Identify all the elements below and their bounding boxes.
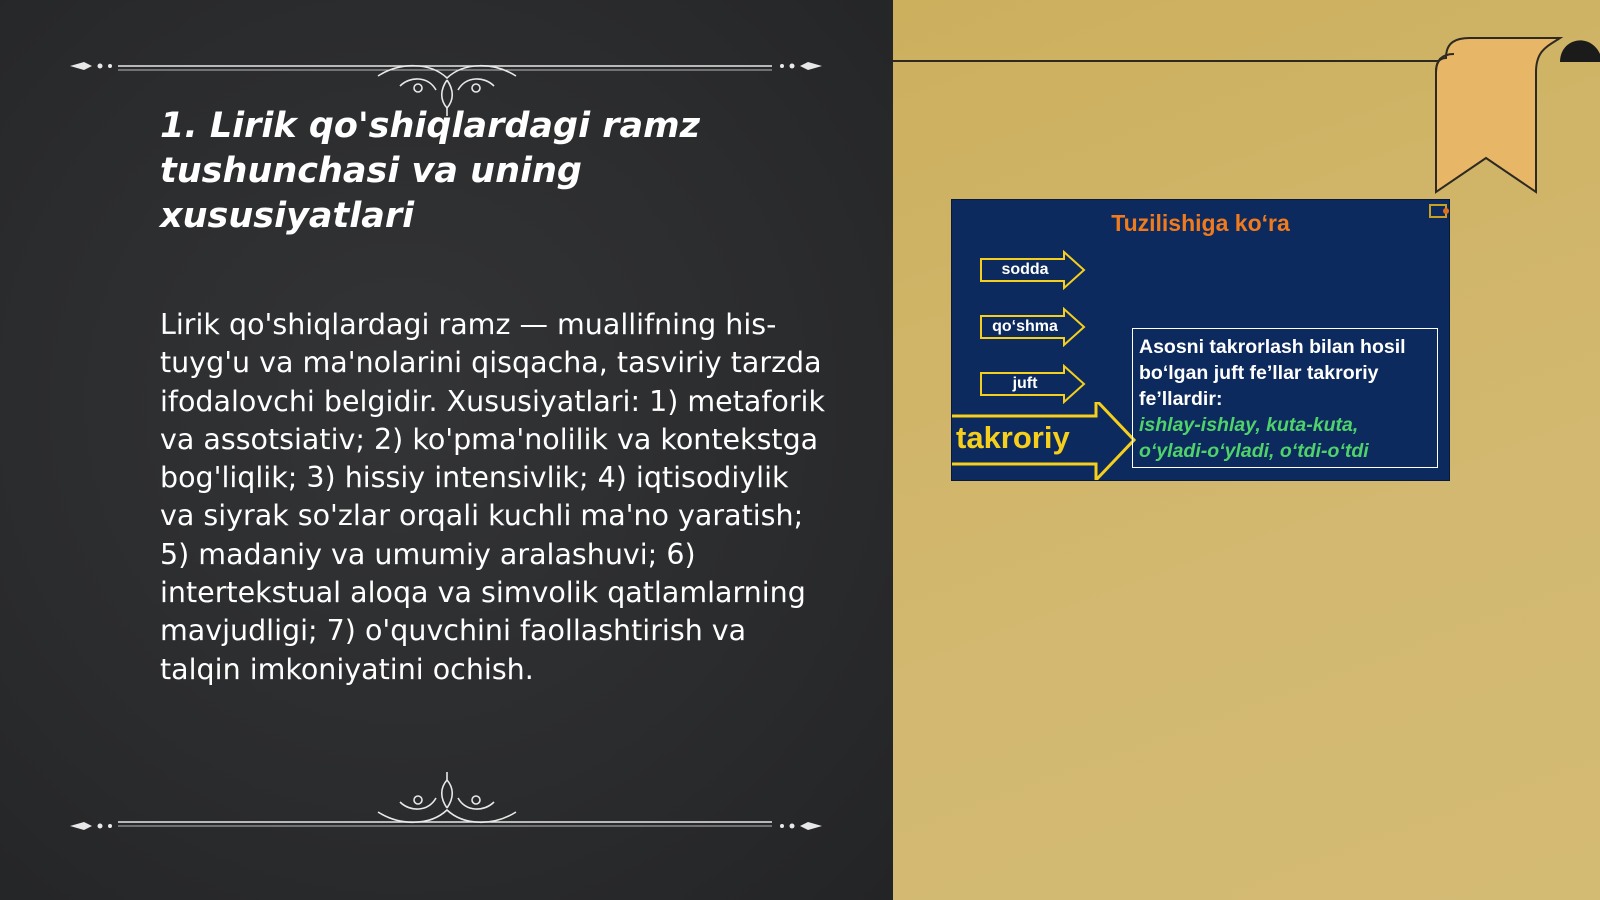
slide-title: 1. Lirik qo'shiqlardagi ramz tushunchasi va uning xususiyatlari bbox=[160, 106, 700, 236]
bookmark-ribbon-icon bbox=[1430, 32, 1600, 202]
definition-text: Asosni takrorlash bilan hosil bo‘lgan juft fe’llar takroriy fe’llardir: bbox=[1139, 336, 1406, 410]
category-juft bbox=[980, 364, 1086, 404]
grammar-figure bbox=[951, 199, 1450, 481]
category-sodda bbox=[980, 250, 1086, 290]
category-label: juft bbox=[1012, 375, 1038, 392]
header-rule bbox=[893, 60, 1443, 62]
category-highlight-label: takroriy bbox=[956, 420, 1070, 455]
definition-examples: ishlay-ishlay, kuta-kuta, o‘yladi-o‘yladi, o‘tdi-o‘tdi bbox=[1139, 414, 1369, 462]
category-label: qo‘shma bbox=[992, 318, 1058, 335]
slide-body-text: Lirik qo'shiqlardagi ramz — muallifning his-tuyg'u va ma'nolarini qisqacha, tasviriy tarzda ifodalovchi belgidir. Xususiyatlari: 1) metaforik va assotsiativ; 2) ko'pma'nolilik va kontekstga bog'liqlik; 3) hissiy intensivlik; 4) iqtisodiylik va siyrak so'zlar orqali kuchli ma'no yaratish; 5) madaniy va umumiy aralashuvi; 6) intertekstual aloqa va simvolik qatlamlarning mavjudligi; 7) o'quvchini faollashtirish va talqin imkoniyatini ochish. bbox=[160, 308, 825, 686]
slide-corner-icon bbox=[1429, 204, 1447, 218]
figure-title: Tuzilishiga ko‘ra bbox=[1111, 210, 1290, 236]
definition-box bbox=[1132, 328, 1438, 468]
category-takroriy-arrow bbox=[952, 402, 1136, 481]
category-label: sodda bbox=[1001, 261, 1049, 278]
category-qoshma bbox=[980, 307, 1086, 347]
